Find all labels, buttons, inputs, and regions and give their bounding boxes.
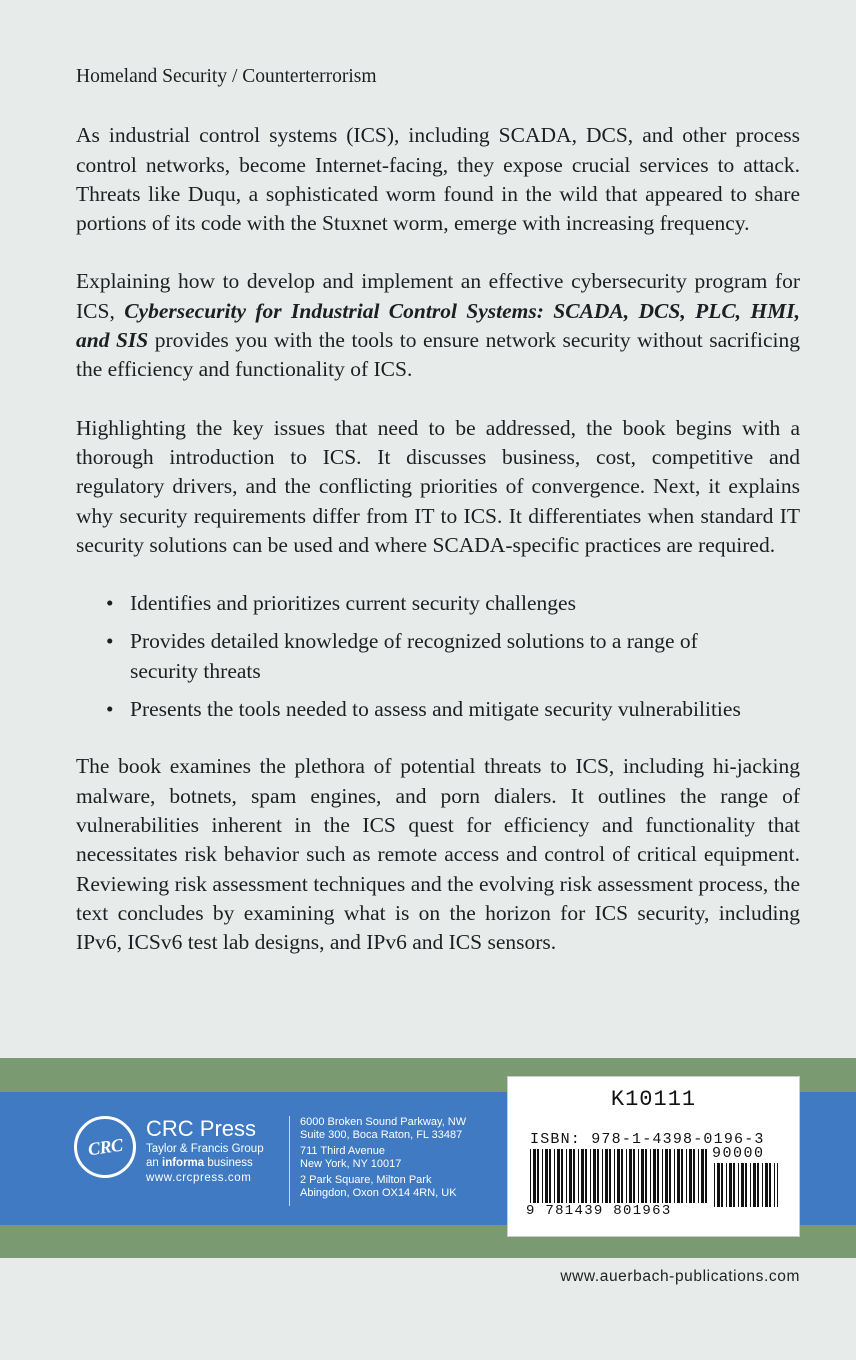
barcode-bar — [741, 1163, 744, 1207]
barcode-bar — [650, 1149, 651, 1203]
list-item: • Identifies and prioritizes current security challenges — [106, 589, 800, 618]
barcode-bar — [617, 1149, 620, 1203]
barcode-bar — [765, 1163, 768, 1207]
barcode-bar — [569, 1149, 572, 1203]
barcode-bar — [777, 1163, 778, 1207]
list-item: • Provides detailed knowledge of recognized solutions to a range of security threats — [106, 627, 720, 686]
category-label: Homeland Security / Counterterrorism — [76, 66, 377, 87]
barcode-bar — [714, 1163, 715, 1207]
barcode-bar — [745, 1163, 747, 1207]
paragraph-examines: The book examines the plethora of potential threats to ICS, including hi-jacking malware, botnets, spam engines, and porn dialers. It outlines the range of vulnerabilities inherent in the ICS quest for efficiency and functionality that necessitates risk behavior such as remote access and control of critical equipment. Reviewing risk assessment techniques and the evolving risk assessment process, the text concludes by examining what is on the horizon for ICS security, including IPv6, ICSv6 test lab designs, and IPv6 and ICS sensors. — [76, 754, 800, 955]
barcode-bar — [662, 1149, 663, 1203]
barcode-bar — [701, 1149, 704, 1203]
barcode-bar — [609, 1149, 611, 1203]
address-boca-raton: 6000 Broken Sound Parkway, NW Suite 300, Boca Raton, FL 33487 — [300, 1116, 467, 1141]
address-new-york: 711 Third Avenue New York, NY 10017 — [300, 1145, 402, 1170]
barcode-bar — [726, 1163, 727, 1207]
barcode-bar — [674, 1149, 675, 1203]
barcode-bar — [545, 1149, 548, 1203]
isbn-label: ISBN: 978-1-4398-0196-3 — [530, 1131, 765, 1148]
crc-logo-text: CRC — [86, 1134, 124, 1159]
barcode-bar — [533, 1149, 536, 1203]
publisher-business: an informa business — [146, 1157, 253, 1169]
barcode-panel — [507, 1076, 800, 1237]
paragraph-intro: As industrial control systems (ICS), including SCADA, DCS, and other process control networks, become Internet-facing, they expose crucial services to attack. Threats like Duqu, a sophisticated worm found in the wild that appeared to share portions of its code with the Stuxnet worm, emerge with increasing frequency. — [76, 123, 800, 236]
barcode-bar — [721, 1163, 723, 1207]
footer-website[interactable]: www.auerbach-publications.com — [560, 1268, 800, 1285]
barcode-bar — [729, 1163, 732, 1207]
back-cover-text — [76, 62, 800, 986]
barcode-bar — [585, 1149, 587, 1203]
publisher-website[interactable]: www.crcpress.com — [146, 1172, 252, 1184]
barcode-bar — [602, 1149, 603, 1203]
barcode-bar — [757, 1163, 759, 1207]
barcode-bar — [590, 1149, 591, 1203]
barcode-bar — [581, 1149, 584, 1203]
publisher-group: Taylor & Francis Group — [146, 1143, 264, 1155]
barcode-bar — [753, 1163, 756, 1207]
product-code: K10111 — [610, 1087, 697, 1112]
barcode-bar — [605, 1149, 608, 1203]
publisher-divider — [289, 1116, 290, 1206]
list-item: • Presents the tools needed to assess and mitigate security vulnerabilities — [106, 695, 800, 724]
price-code: 90000 — [712, 1145, 765, 1162]
publisher-block — [146, 1116, 264, 1187]
barcode-bar — [762, 1163, 763, 1207]
publisher-name: CRC Press — [146, 1116, 257, 1141]
barcode-bar — [597, 1149, 599, 1203]
barcode-bar — [557, 1149, 560, 1203]
barcode-bar — [645, 1149, 647, 1203]
barcode-bar — [769, 1163, 771, 1207]
crc-logo — [74, 1116, 136, 1178]
barcode-bar — [774, 1163, 775, 1207]
barcode-bar — [566, 1149, 567, 1203]
paragraph-highlighting: Highlighting the key issues that need to be addressed, the book begins with a thorough introduction to ICS. It discusses business, cost, competitive and regulatory drivers, and the conflicting priorities of convergence. Next, it explains why security requirements differ from IT to ICS. It differentiates when standard IT security solutions can be used and where SCADA-specific practices are required. — [76, 415, 800, 557]
barcode-bar — [681, 1149, 683, 1203]
barcode-bar — [733, 1163, 735, 1207]
barcode-bar — [573, 1149, 575, 1203]
barcode-bar — [621, 1149, 623, 1203]
publisher-addresses — [300, 1116, 466, 1203]
barcode-bar — [686, 1149, 687, 1203]
barcode-bar — [561, 1149, 563, 1203]
barcode-bar — [665, 1149, 668, 1203]
barcode-bar — [698, 1149, 699, 1203]
barcode-bar — [653, 1149, 656, 1203]
paragraph-explaining-tail: provides you with the tools to ensure network security without sacrificing the efficiency and functionality of ICS. — [76, 328, 800, 382]
barcode-bar — [693, 1149, 695, 1203]
barcode-bar — [638, 1149, 639, 1203]
paragraph-explaining-lead: Explaining how to develop and implement an effective cybersecurity program for ICS, — [76, 269, 800, 323]
book-title: Cybersecurity for Industrial Control Systems: SCADA, DCS, PLC, HMI, and SIS — [76, 298, 800, 353]
isbn-barcode — [530, 1149, 708, 1203]
barcode-digits: 9 781439 801963 — [526, 1203, 672, 1219]
barcode-bar — [549, 1149, 551, 1203]
feature-list — [76, 589, 800, 724]
barcode-bar — [657, 1149, 659, 1203]
barcode-bar — [530, 1149, 531, 1203]
barcode-bar — [629, 1149, 632, 1203]
barcode-bar — [738, 1163, 739, 1207]
barcode-bar — [537, 1149, 539, 1203]
barcode-bar — [641, 1149, 644, 1203]
barcode-bar — [633, 1149, 635, 1203]
barcode-bar — [705, 1149, 707, 1203]
barcode-bar — [717, 1163, 720, 1207]
barcode-bar — [593, 1149, 596, 1203]
barcode-bar — [669, 1149, 671, 1203]
barcode-bar — [626, 1149, 627, 1203]
paragraph-explaining — [76, 267, 800, 384]
barcode-bar — [554, 1149, 555, 1203]
price-barcode — [714, 1163, 778, 1207]
address-abingdon: 2 Park Square, Milton Park Abingdon, Oxon OX14 4RN, UK — [300, 1174, 457, 1199]
barcode-bar — [542, 1149, 543, 1203]
barcode-bar — [614, 1149, 615, 1203]
barcode-bar — [677, 1149, 680, 1203]
barcode-bar — [689, 1149, 692, 1203]
barcode-bar — [750, 1163, 751, 1207]
barcode-bar — [578, 1149, 579, 1203]
